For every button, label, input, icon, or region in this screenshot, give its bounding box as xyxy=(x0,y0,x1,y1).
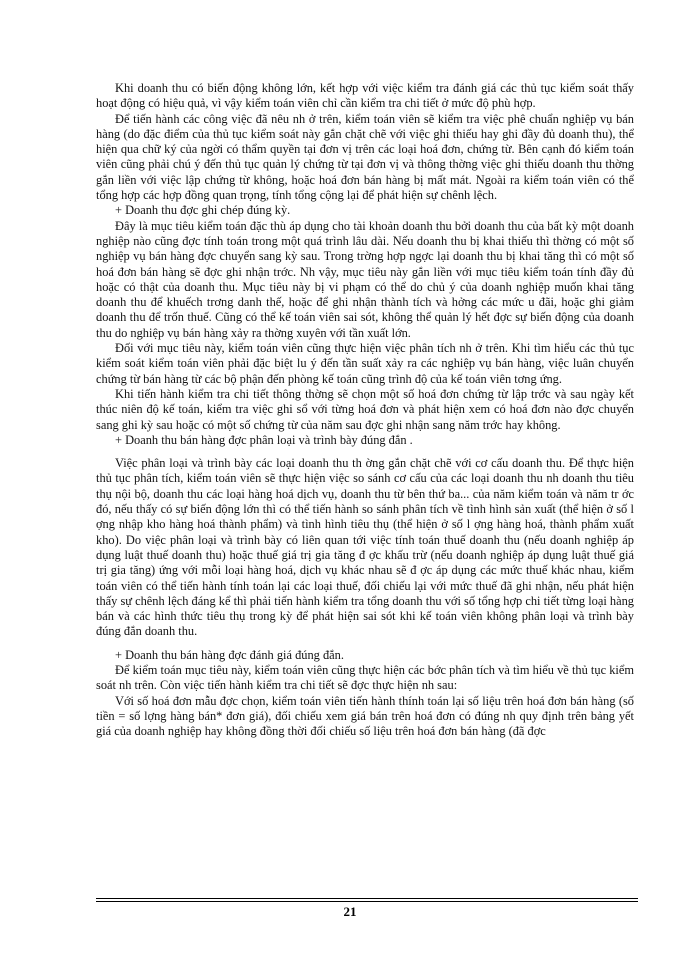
page-number: 21 xyxy=(343,904,357,919)
paragraph-2: Để tiến hành các công việc đã nêu nh ở trên, kiểm toán viên sẽ kiểm tra việc phê chuẩn nghiệp vụ bán hàng (do đặc điểm của thủ tục kiểm soát này gắn chặt chẽ với việc ghi thiếu hay ghi đầy đủ doanh thu), thể hiện qua chữ ký của ngời có thẩm quyền tại đơn vị trên các loại hoá đơn, chứng từ. Bên cạnh đó kiểm toán viên cũng phải chú ý đến thủ tục quản lý chứng từ tại đơn vị và thông thờng việc ghi thiếu doanh thu thờng gắn liền với việc lập chứng từ không, hoặc hoá đơn bán hàng bị mất mát. Ngoài ra kiểm toán viên có thể tổng hợp các hợp đồng quan trọng, tính tổng cộng lại để phát hiện sự chênh lệch. xyxy=(96,111,634,203)
paragraph-1: Khi doanh thu có biến động không lớn, kết hợp với việc kiểm tra đánh giá các thủ tục kiểm soát thấy hoạt động có hiệu quả, vì vậy kiểm toán viên chỉ cần kiểm tra chi tiết ở mức độ phù hợp. xyxy=(96,81,634,111)
paragraph-8: Với số hoá đơn mẫu đợc chọn, kiểm toán viên tiến hành thính toán lại số liệu trên hoá đơn bán hàng (số tiền = số lợng hàng bán* đơn giá), đối chiếu xem giá bán trên hoá đơn có đúng nh quy định trên bảng yết giá của doanh nghiệp hay không đồng thời đối chiếu số liệu trên hoá đơn bán hàng (đã đợc xyxy=(96,693,634,739)
paragraph-6: Việc phân loại và trình bày các loại doanh thu th ờng gắn chặt chẽ với cơ cấu doanh thu. Để thực hiện thủ tục phân tích, kiểm toán viên sẽ thực hiện việc so sánh cơ cấu của các loại doanh thu nh doanh thu tiêu thụ nội bộ, doanh thu các loại hàng hoá dịch vụ, doanh thu từ bên thứ ba... của năm kiểm toán và năm tr ớc đó, nếu thấy có sự biến động lớn thì có thể tiến hành so sánh phân tích về tình hình sản xuất (thể hiện ở số l ợng nhập kho hàng hoá thành phẩm) và tình hình tiêu thụ (thể hiện ở số l ợng hàng hoá, thành phẩm xuất kho). Do việc phân loại và trình bày có liên quan tới việc tính toán thuế doanh thu (nếu doanh nghiệp áp dụng luật thuế doanh thu) hoặc thuế giá trị gia tăng đ ợc khấu trừ (nếu doanh nghiệp áp dụng luật thuế giá trị gia tăng) ứng với mỗi loại hàng hoá, dịch vụ khác nhau sẽ đ ợc áp dụng các mức thuế khác nhau, kiểm toán viên có thể tiến hành tính toán lại các loại thuế, đối chiếu lại với mức thuế đã ghi nhận, nếu phát hiện thấy sự chênh lệch đáng kể thì phải tiến hành kiểm tra tổng doanh thu với số tổng hợp chi tiết từng loại hàng bán và các hình thức tiêu thụ trong kỳ để phát hiện sai sót khi kế toán viên không phân loại và trình bày đúng đắn doanh thu. xyxy=(96,456,634,639)
paragraph-7: Để kiểm toán mục tiêu này, kiểm toán viên cũng thực hiện các bớc phân tích và tìm hiểu về thủ tục kiểm soát nh trên. Còn việc tiến hành kiểm tra chi tiết sẽ đợc thực hiện nh sau: xyxy=(96,662,634,693)
heading-recorded-correct-period: + Doanh thu đợc ghi chép đúng kỳ. xyxy=(115,203,291,218)
footer-rule-thin xyxy=(96,901,638,902)
paragraph-3: Đây là mục tiêu kiểm toán đặc thù áp dụng cho tài khoản doanh thu bởi doanh thu của bất kỳ một doanh nghiệp nào cũng đợc tính toán trong một quá trình lâu dài. Nếu doanh thu bị khai thiếu thì thờng có một số nghiệp vụ bán hàng đợc chuyển sang kỳ sau. Trong trờng hợp ngợc lại doanh thu bị khai tăng thì có một số hoá đơn bán hàng sẽ đợc ghi nhận trớc. Nh vậy, mục tiêu này gắn liền với mục tiêu kiểm toán tính đầy đủ hoặc có thật của doanh thu. Mục tiêu này bị vi phạm có thể do chủ ý của doanh nghiệp muốn khai tăng doanh thu để khuếch trơng danh thế, hoặc để ghi nhận thành tích và hởng các mức u đãi, hoặc ghi giảm doanh thu để trốn thuế. Cũng có thể kế toán viên sai sót, không thể quản lý hết đợc sự biến động của doanh thu do nghiệp vụ bán hàng xảy ra thờng xuyên với tần xuất lớn. xyxy=(96,218,634,340)
document-page xyxy=(96,81,634,739)
heading-classified-presented: + Doanh thu bán hàng đợc phân loại và trình bày đúng đắn . xyxy=(115,432,413,447)
heading-valued-correctly: + Doanh thu bán hàng đợc đánh giá đúng đắn. xyxy=(115,647,344,662)
footer-rule xyxy=(96,898,638,899)
paragraph-4: Đối với mục tiêu này, kiểm toán viên cũng thực hiện việc phân tích nh ở trên. Khi tìm hiểu các thủ tục kiểm soát kiểm toán viên phải đặc biệt lu ý đến tần suất xảy ra các nghiệp vụ bán hàng, việc luân chuyển chứng từ bán hàng từ các bộ phận đến phòng kế toán cũng trình độ của kế toán viên tơng ứng. xyxy=(96,341,634,386)
paragraph-5: Khi tiến hành kiểm tra chi tiết thông thờng sẽ chọn một số hoá đơn chứng từ lập trớc và sau ngày kết thúc niên độ kế toán, kiểm tra việc ghi sổ với từng hoá đơn và phát hiện xem có hoá đơn nào đợc chuyển sang ghi kỳ sau hoặc có một số chứng từ của năm sau đợc ghi nhận sang năm trớc hay không. xyxy=(96,386,634,432)
